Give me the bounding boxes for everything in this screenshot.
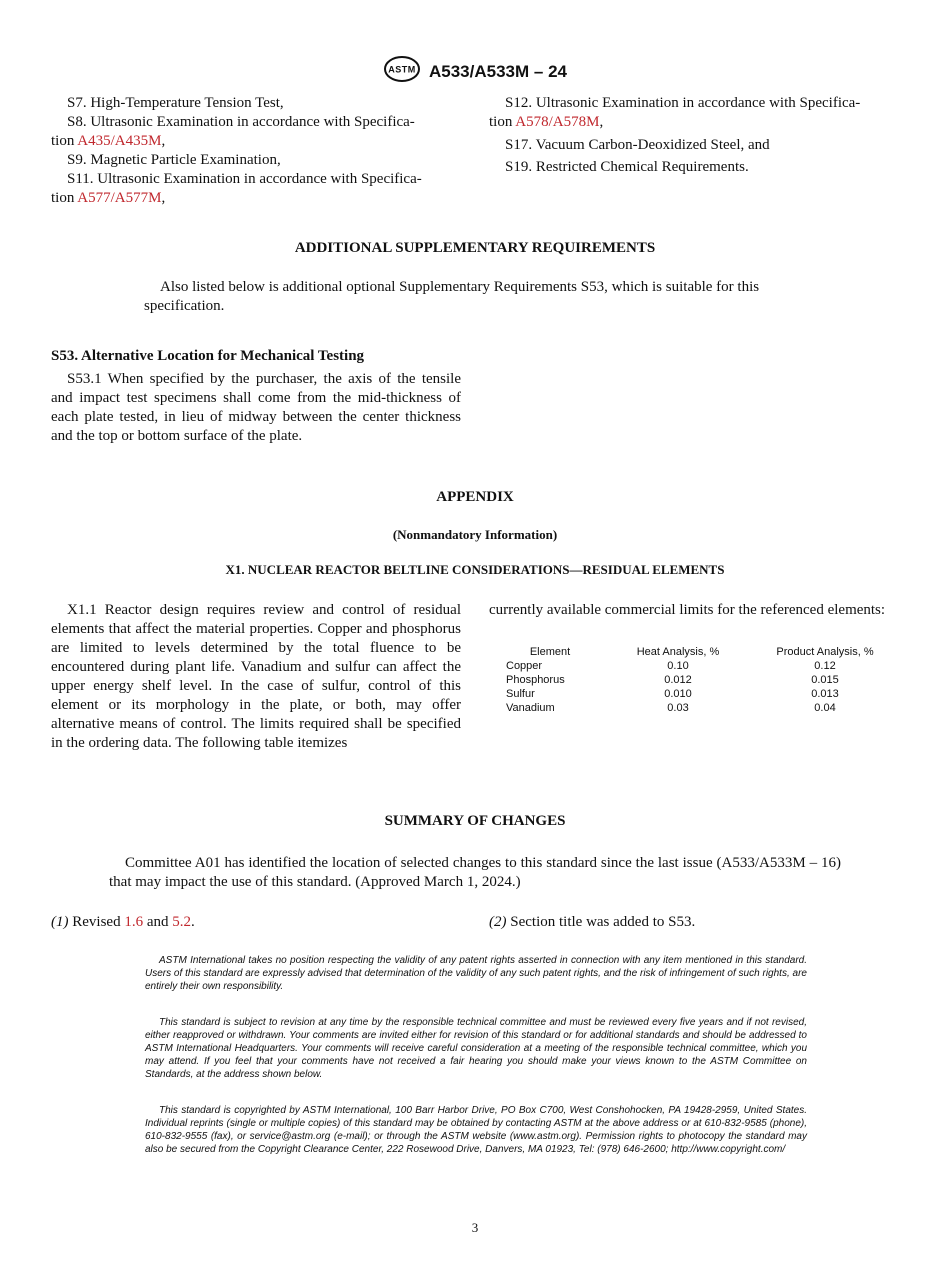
appendix-subheading: (Nonmandatory Information)	[392, 527, 558, 542]
document-id: A533/A533M – 24	[429, 61, 567, 81]
table-header-product: Product Analysis, %	[776, 646, 874, 658]
table-header-element: Element	[529, 646, 571, 658]
summary-intro: Committee A01 has identified the location of selected changes to this standard since the last issue (A533/A533M – 16) that may impact the use of this standard. (Approved March 1, 2024.)	[109, 855, 841, 890]
supp-item-s17: S17. Vacuum Carbon-Deoxidized Steel, and	[505, 137, 770, 153]
supp-list-left	[51, 94, 461, 208]
x1-1-left: X1.1 Reactor design requires review and control of residual elements that affect the material properties. Copper and phosphorus are limited to levels determined by the total fluence to be encountered during plant life. Vanadium and sulfur can affect the upper energy shelf level. In the case of sulfur, control of this element or its morphology in the plate, or both, may offer alternative means of control. The limits required shall be specified in the ordering data. The following table itemizes	[51, 602, 461, 751]
x1-heading: X1. NUCLEAR REACTOR BELTLINE CONSIDERATIONS—RESIDUAL ELEMENTS	[225, 562, 725, 577]
page-header	[0, 56, 950, 87]
table-row: Copper 0.10 0.12	[506, 660, 836, 672]
supp-item-s12: S12. Ultrasonic Examination in accordance with Specifica-	[505, 95, 861, 111]
supp-item-s8-cont: tion A435/A435M,	[51, 133, 166, 149]
supp-item-s12-cont: tion A578/A578M,	[489, 114, 604, 130]
link-a435[interactable]: A435/A435M	[77, 133, 162, 149]
residual-elements-table	[500, 645, 894, 715]
supp-item-s9: S9. Magnetic Particle Examination,	[67, 152, 281, 168]
supp-item-s19: S19. Restricted Chemical Requirements.	[505, 159, 749, 175]
supp-list-right	[489, 94, 899, 177]
summary-heading: SUMMARY OF CHANGES	[384, 813, 566, 829]
svg-text:ASTM: ASTM	[388, 64, 416, 75]
table-header-heat: Heat Analysis, %	[636, 646, 720, 658]
additional-intro: Also listed below is additional optional Supplementary Requirements S53, which is suitable for this specification.	[144, 279, 760, 314]
x1-1-right: currently available commercial limits for the referenced elements:	[489, 602, 886, 618]
notice-revision: This standard is subject to revision at any time by the responsible technical committee and must be reviewed every five years and if not revised, either reapproved or withdrawn. Your comments are invited either for revision of this standard or for additional standards and should be addressed to ASTM International Headquarters. Your comments will receive careful consideration at a meeting of the responsible technical committee, which you may attend. If you feel that your comments have not received a fair hearing you should make your views known to the ASTM Committee on Standards, at the address shown below.	[145, 1017, 807, 1080]
astm-logo-icon	[383, 56, 421, 87]
summary-item-2: (2) Section title was added to S53.	[489, 914, 696, 930]
notice-copyright: This standard is copyrighted by ASTM International, 100 Barr Harbor Drive, PO Box C700, West Conshohocken, PA 19428-2959, United States. Individual reprints (single or multiple copies) of this standard may be obtained by contacting ASTM at the above address or at 610-832-9585 (phone), 610-832-9555 (fax), or service@astm.org (e-mail); or through the ASTM website (www.astm.org). Permission rights to photocopy the standard may also be secured from the Copyright Clearance Center, 222 Rosewood Drive, Danvers, MA 01923, Tel: (978) 646-2600; http://www.copyright.com/	[145, 1105, 807, 1155]
appendix-heading: APPENDIX	[436, 489, 514, 505]
supp-item-s11: S11. Ultrasonic Examination in accordance with Specifica-	[67, 171, 422, 187]
s53-body: S53.1 When specified by the purchaser, the axis of the tensile and impact test specimens shall come from the mid-thickness of each plate tested, in lieu of midway between the center thickness and the top or bottom surface of the plate.	[51, 371, 461, 444]
supp-item-s8: S8. Ultrasonic Examination in accordance with Specifica-	[67, 114, 415, 130]
table-header-row	[500, 645, 894, 659]
page-number: 3	[471, 1220, 479, 1235]
additional-heading: ADDITIONAL SUPPLEMENTARY REQUIREMENTS	[294, 240, 656, 256]
notice-patent: ASTM International takes no position respecting the validity of any patent rights asserted in connection with any item mentioned in this standard. Users of this standard are expressly advised that determination of the validity of any such patent rights, and the risk of infringement of such rights, are entirely their own responsibility.	[145, 955, 807, 992]
link-a578[interactable]: A578/A578M	[515, 114, 600, 130]
summary-item-1: (1) Revised 1.6 and 5.2.	[51, 914, 195, 930]
s53-title: S53. Alternative Location for Mechanical Testing	[51, 348, 365, 364]
table-row: Sulfur 0.010 0.013	[506, 688, 839, 700]
link-a577[interactable]: A577/A577M	[77, 190, 162, 206]
link-1-6[interactable]: 1.6	[124, 914, 144, 930]
supp-item-s11-cont: tion A577/A577M,	[51, 190, 166, 206]
supp-item-s7: S7. High-Temperature Tension Test,	[67, 95, 284, 111]
table-row: Vanadium 0.03 0.04	[506, 702, 836, 714]
table-row: Phosphorus 0.012 0.015	[506, 674, 839, 686]
link-5-2[interactable]: 5.2	[172, 914, 191, 930]
